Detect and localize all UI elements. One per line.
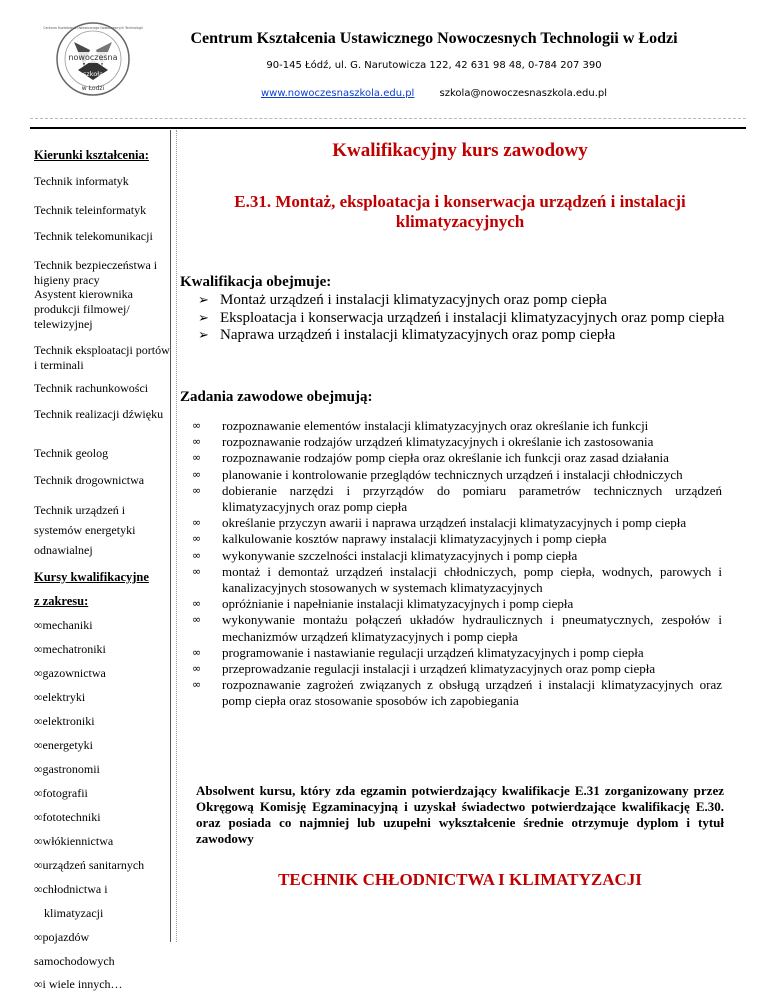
course-item: ∞gastronomii bbox=[34, 762, 100, 776]
course-item: ∞elektroniki bbox=[34, 714, 95, 728]
direction-item: Technik drogownictwa bbox=[34, 473, 145, 487]
tasks-list bbox=[192, 418, 722, 710]
profession-title: TECHNIK CHŁODNICTWA I KLIMATYZACJI bbox=[278, 870, 642, 889]
school-name: Centrum Kształcenia Ustawicznego Nowoczesnych Technologii w Łodzi bbox=[190, 30, 678, 47]
task-item: ∞ rozpoznawanie rodzajów urządzeń klimatyzacyjnych i określanie ich zastosowania bbox=[192, 434, 722, 450]
course-item: ∞elektryki bbox=[34, 690, 86, 704]
task-item: ∞ programowanie i nastawianie regulacji urządzeń klimatyzacyjnych i pomp ciepła bbox=[192, 645, 722, 661]
task-item: ∞ montaż i demontaż urządzeń instalacji chłodniczych, pomp ciepła, wodnych, parowych i kanalizacyjnych stosowanych w systemach klimatyzacyjnych bbox=[192, 564, 722, 596]
course-item: ∞mechatroniki bbox=[34, 642, 106, 656]
direction-item: Technik geolog bbox=[34, 446, 109, 460]
course-item: ∞energetyki bbox=[34, 738, 93, 752]
course-item: ∞fotografii bbox=[34, 786, 88, 800]
includes-list bbox=[198, 292, 728, 345]
task-item: ∞ wykonywanie szczelności instalacji klimatyzacyjnych i pomp ciepła bbox=[192, 548, 722, 564]
includes-item: ➢ Montaż urządzeń i instalacji klimatyzacyjnych oraz pomp ciepła bbox=[198, 292, 728, 310]
direction-item: Technik bezpieczeństwa i higieny pracy bbox=[34, 258, 158, 287]
course-item: samochodowych bbox=[34, 954, 115, 968]
courses-heading: Kursy kwalifikacyjne bbox=[34, 570, 149, 584]
includes-item: ➢ Naprawa urządzeń i instalacji klimatyzacyjnych oraz pomp ciepła bbox=[198, 327, 728, 345]
email-text[interactable]: szkola@nowoczesnaszkola.edu.pl bbox=[439, 88, 608, 99]
course-item: ∞fototechniki bbox=[34, 810, 101, 824]
task-item: ∞ dobieranie narzędzi i przyrządów do pomiaru parametrów technicznych urządzeń klimatyzacyjnych oraz pomp ciepła bbox=[192, 483, 722, 515]
logo-ring-text: Centrum Kształcenia Ustawicznego Nowoczesnych Technologii bbox=[43, 26, 143, 30]
logo-city-text: w Łodzi bbox=[81, 85, 105, 92]
qualification-title: E.31. Montaż, eksploatacja i konserwacja urządzeń i instalacji klimatyzacyjnych bbox=[234, 192, 686, 231]
header-divider-solid bbox=[30, 127, 746, 129]
sidebar-divider-dotted bbox=[176, 130, 177, 942]
course-item: ∞gazownictwa bbox=[34, 666, 106, 680]
direction-item: Asystent kierownika produkcji filmowej/ telewizyjnej bbox=[34, 287, 133, 331]
task-item: ∞ rozpoznawanie zagrożeń związanych z obsługą urządzeń i instalacji klimatyzacyjnych oraz pomp ciepła oraz stosowanie sposobów ich zapobiegania bbox=[192, 677, 722, 709]
task-item: ∞ kalkulowanie kosztów naprawy instalacji klimatyzacyjnych i pomp ciepła bbox=[192, 531, 722, 547]
directions-heading: Kierunki kształcenia: bbox=[34, 148, 149, 162]
direction-item: Technik informatyk bbox=[34, 174, 129, 188]
logo-brand-text: nowoczesna bbox=[68, 53, 118, 62]
direction-item: Technik teleinformatyk bbox=[34, 203, 147, 217]
includes-item: ➢ Eksploatacja i konserwacja urządzeń i instalacji klimatyzacyjnych oraz pomp ciepła bbox=[198, 310, 728, 328]
includes-heading: Kwalifikacja obejmuje: bbox=[180, 274, 332, 290]
graduate-note: Absolwent kursu, który zda egzamin potwierdzający kwalifikacje E.31 zorganizowany przez Okręgową Komisję Egzaminacyjną i uzyskał świadectwo potwierdzające kwalifikację E.30. oraz posiada co najmniej lub uzupełni wykształcenie średnie otrzymuje dyplom i tytuł zawodowy bbox=[196, 783, 724, 846]
task-item: ∞ planowanie i kontrolowanie przeglądów technicznych urządzeń i instalacji chłodniczych bbox=[192, 467, 722, 483]
task-item: ∞ rozpoznawanie rodzajów pomp ciepła oraz określanie ich funkcji oraz zasad działania bbox=[192, 450, 722, 466]
contact-links bbox=[0, 88, 768, 99]
task-item: ∞ określanie przyczyn awarii i naprawa urządzeń instalacji klimatyzacyjnych i pomp ciepła bbox=[192, 515, 722, 531]
task-item: ∞ rozpoznawanie elementów instalacji klimatyzacyjnych oraz określanie ich funkcji bbox=[192, 418, 722, 434]
course-item: ∞i wiele innych… bbox=[34, 977, 123, 991]
tasks-heading: Zadania zawodowe obejmują: bbox=[180, 389, 373, 405]
direction-item: Technik eksploatacji portów i terminali bbox=[34, 343, 170, 372]
course-item: klimatyzacji bbox=[44, 906, 104, 920]
task-item: ∞ przeprowadzanie regulacji instalacji i urządzeń klimatyzacyjnych oraz pomp ciepła bbox=[192, 661, 722, 677]
school-address: 90-145 Łódź, ul. G. Narutowicza 122, 42 631 98 48, 0-784 207 390 bbox=[266, 60, 602, 71]
courses-heading-scope: z zakresu: bbox=[34, 594, 89, 608]
course-item: ∞włókiennictwa bbox=[34, 834, 114, 848]
direction-item: Technik realizacji dźwięku bbox=[34, 407, 164, 421]
course-item: ∞mechaniki bbox=[34, 618, 93, 632]
website-link[interactable]: www.nowoczesnaszkola.edu.pl bbox=[260, 88, 415, 99]
direction-item: Technik urządzeń i systemów energetyki odnawialnej bbox=[34, 503, 136, 557]
direction-item: Technik telekomunikacji bbox=[34, 229, 153, 243]
page-title: Kwalifikacyjny kurs zawodowy bbox=[332, 140, 588, 161]
task-item: ∞ opróżnianie i napełnianie instalacji klimatyzacyjnych i pomp ciepła bbox=[192, 596, 722, 612]
course-item: ∞chłodnictwa i bbox=[34, 882, 108, 896]
header-divider-dashed bbox=[30, 118, 746, 119]
course-item: ∞pojazdów bbox=[34, 930, 90, 944]
course-item: ∞urządzeń sanitarnych bbox=[34, 858, 145, 872]
task-item: ∞ wykonywanie montażu połączeń układów hydraulicznych i pneumatycznych, zespołów i mechanizmów urządzeń klimatyzacyjnych i pomp ciepła bbox=[192, 612, 722, 644]
direction-item: Technik rachunkowości bbox=[34, 381, 149, 395]
logo-school-text: szkoła bbox=[82, 70, 104, 78]
